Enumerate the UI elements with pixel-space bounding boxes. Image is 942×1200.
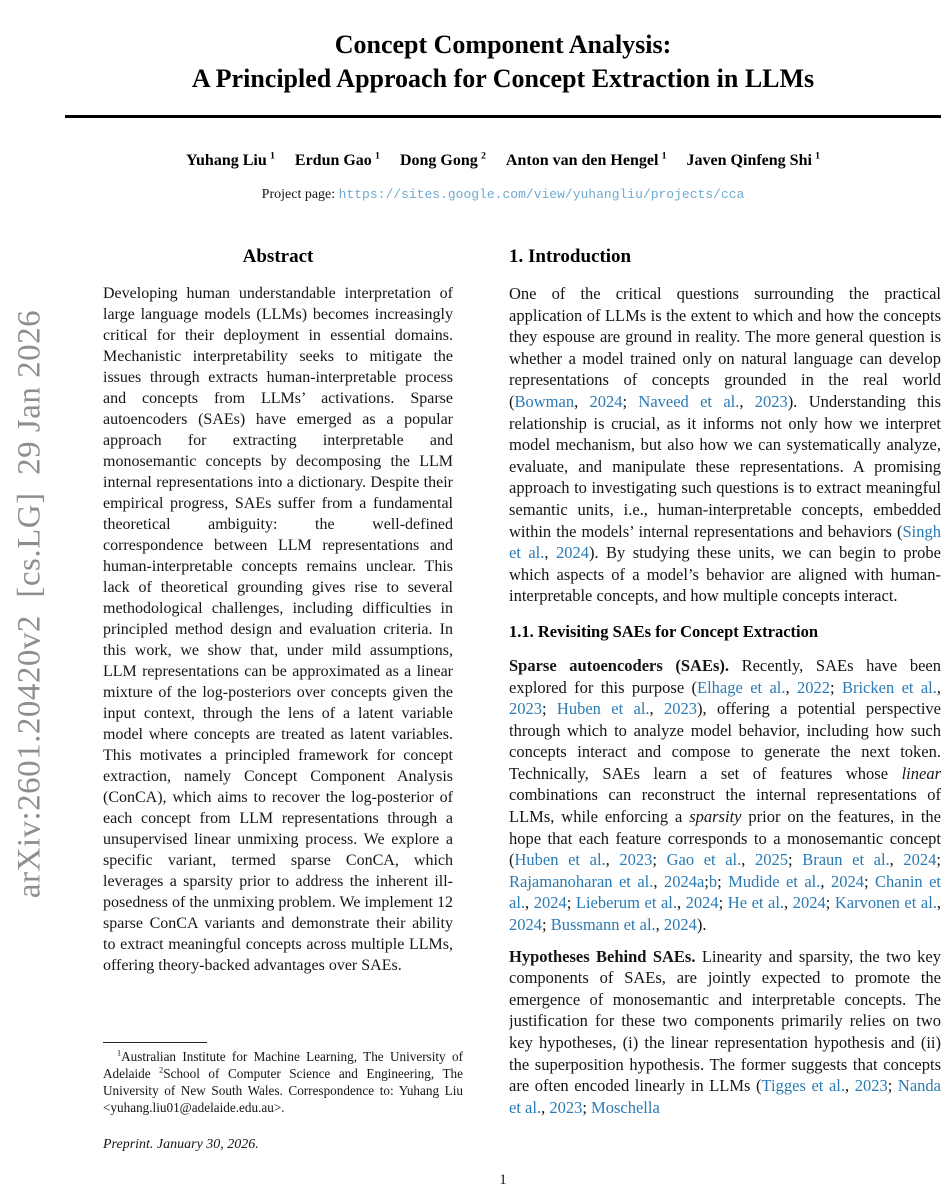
introduction-section (509, 246, 941, 1200)
text-run: ; (704, 871, 709, 891)
subsection-heading: 1.1. Revisiting SAEs for Concept Extraction (509, 621, 819, 641)
citation-link[interactable]: 2024 (555, 543, 589, 563)
text-run: Linearity and sparsity, the two key components of SAEs, are jointly expected to promote the emergence of monosemantic and interpretable concepts. The justification for these two components primarily relies on two key hypotheses, (i) the linear representation hypothesis and (ii) the superposition hypothesis. The former suggests that concepts are often encoded linearly in LLMs ( (509, 946, 941, 1096)
text-run: , (574, 391, 590, 411)
author (400, 152, 486, 169)
text-run: , (653, 871, 664, 891)
introduction-heading: 1. Introduction (509, 246, 632, 267)
text-run: , (820, 871, 831, 891)
text-run: ; (718, 893, 728, 913)
citation-link[interactable]: Moschella (591, 1097, 660, 1117)
text-run: , (845, 1076, 855, 1096)
author-affiliation-sup: 1 (375, 150, 380, 162)
text-run: ). By studying these units, we can begin to probe which aspects of a model’s behavior are aligned with human-interpretable concepts, and how multiple concepts interact. (509, 543, 941, 606)
text-run: ; (566, 893, 576, 913)
text-run: ; (936, 850, 941, 870)
citation-link[interactable]: Karvonen et al. (834, 893, 937, 913)
text-run: prior on the features, in the hope that each feature corresponds to a monosemantic concept ( (509, 807, 941, 870)
preprint-note: Preprint. January 30, 2026. (103, 1137, 259, 1152)
author (186, 152, 275, 169)
introduction-paragraph (509, 283, 941, 607)
citation-link[interactable]: 2024 (589, 391, 623, 411)
italic-term: sparsity (689, 807, 742, 827)
citation-link[interactable]: Elhage et al. (697, 677, 786, 697)
text-run: ; (863, 871, 875, 891)
text-run: , (741, 850, 755, 870)
authors-row (65, 152, 941, 170)
citation-link[interactable]: Mudide et al. (728, 871, 821, 891)
text-run: , (655, 915, 664, 935)
text-run: , (739, 391, 755, 411)
hypotheses-paragraph (509, 946, 941, 1119)
text-run: , (525, 893, 534, 913)
citation-link[interactable]: Gao et al. (666, 850, 742, 870)
citation-link[interactable]: 2023 (854, 1076, 888, 1096)
author-name: Anton van den Hengel (505, 152, 659, 169)
citation-link[interactable]: Braun et al. (802, 850, 890, 870)
citation-link[interactable]: Bowman (514, 391, 575, 411)
citation-link[interactable]: 2024 (830, 871, 864, 891)
author-affiliation-sup: 1 (269, 150, 275, 162)
citation-link[interactable]: He et al. (727, 893, 785, 913)
text-run: ; (542, 915, 551, 935)
citation-link[interactable]: Singh et al. (509, 521, 941, 563)
page-number: 1 (499, 1172, 507, 1188)
paper-title-line2: A Principled Approach for Concept Extraction in LLMs (191, 64, 815, 93)
text-run: Australian Institute for Machine Learning, The University of Adelaide (103, 1049, 463, 1081)
author (295, 152, 380, 169)
author-affiliation-sup: 1 (815, 150, 821, 162)
text-run: Recently, SAEs have been explored for this purpose ( (509, 655, 941, 697)
citation-link[interactable]: Rajamanoharan et al. (509, 871, 654, 891)
citation-link[interactable]: 2024 (509, 915, 542, 935)
project-page-label: Project page: (261, 187, 336, 202)
citation-link[interactable]: Lieberum et al. (575, 893, 677, 913)
citation-link[interactable]: 2024 (533, 893, 567, 913)
bold-lead-in: Sparse autoencoders (SAEs). (509, 655, 729, 675)
author-name: Erdun Gao (294, 152, 372, 169)
superscript-marker: 2 (159, 1065, 164, 1075)
text-run: , (544, 543, 556, 563)
citation-link[interactable]: Huben et al. (556, 699, 650, 719)
text-run: , (889, 850, 904, 870)
abstract-section (103, 246, 453, 1038)
text-run: combinations can reconstruct the internal representations of LLMs, while enforcing a (509, 785, 941, 827)
citation-link[interactable]: b (708, 871, 718, 891)
author-affiliation-sup: 1 (661, 150, 667, 162)
author (506, 152, 667, 169)
text-run: , (784, 893, 793, 913)
citation-link[interactable]: Chanin et al. (509, 871, 941, 913)
citation-link[interactable]: Huben et al. (514, 850, 606, 870)
abstract-heading: Abstract (242, 246, 314, 267)
author (687, 152, 821, 169)
author-affiliation-sup: 2 (480, 150, 486, 162)
text-run: , (785, 677, 798, 697)
text-run: , (605, 850, 620, 870)
citation-link[interactable]: 2023 (619, 850, 653, 870)
citation-link[interactable]: 2024 (792, 893, 826, 913)
citation-link[interactable]: 2025 (754, 850, 788, 870)
bold-lead-in: Hypotheses Behind SAEs. (509, 946, 696, 966)
text-run: One of the critical questions surrounding the practical application of LLMs is the extent to which and how the concepts they espouse are ground in reality. The more general question is whether a model trained only on natural language can develop representations of concepts grounded in the real world ( (509, 284, 941, 411)
author-name: Yuhang Liu (185, 152, 267, 169)
citation-link[interactable]: 2024 (903, 850, 937, 870)
project-page-link[interactable]: https://sites.google.com/view/yuhangliu/projects/cca (338, 187, 745, 202)
citation-link[interactable]: 2023 (754, 391, 788, 411)
citation-link[interactable]: 2024a (663, 871, 705, 891)
project-page-row (65, 187, 941, 203)
text-run: , (649, 699, 664, 719)
sae-paragraph (509, 655, 941, 936)
text-run: ), offering a potential perspective through which to analyze model behavior, including how such concepts interact and compose to generate the next token. Technically, SAEs learn a set of features whose (509, 699, 941, 783)
text-run: ; (825, 893, 835, 913)
text-run: ; (887, 1076, 898, 1096)
header-divider (65, 115, 941, 118)
citation-link[interactable]: 2023 (509, 699, 542, 719)
citation-link[interactable]: Bussmann et al. (550, 915, 656, 935)
text-run: , (541, 1097, 550, 1117)
footnote-block (103, 1042, 463, 1116)
abstract-body: Developing human understandable interpretation of large language models (LLMs) becomes increasingly critical for their deployment in essential domains. Mechanistic interpretability seeks to mitigate the issues through extracts human-interpretable process and concepts from LLMs’ activations. Sparse autoencoders (SAEs) have emerged as a popular approach for extracting interpretable and monosemantic concepts by decomposing the LLM internal representations into a dictionary. Despite their empirical progress, SAEs suffer from a fundamental theoretical ambiguity: the well-defined correspondence between LLM representations and human-interpretable concepts remains unclear. This lack of theoretical grounding gives rise to several methodological challenges, including difficulties in principled method design and evaluation criteria. In this work, we show that, under mild assumptions, LLM representations can be approximated as a linear mixture of the log-posteriors over concepts given the input context, through the lens of a latent variable model where concepts are treated as latent variables. This motivates a principled framework for concept extraction, namely Concept Component Analysis (ConCA), which aims to recover the log-posterior of each concept from LLM representations through a unsupervised linear unmixing process. We explore a specific variant, termed sparse ConCA, which leverages a sparsity prior to address the inherent ill-posedness of the unmixing problem. We implement 12 sparse ConCA variants and demonstrate their ability to extract meaningful concepts across multiple LLMs, offering theory-backed advantages over SAEs. (103, 285, 453, 974)
paper-title (65, 28, 941, 96)
citation-link[interactable]: Tigges et al. (761, 1076, 845, 1096)
citation-link[interactable]: 2023 (664, 699, 697, 719)
arxiv-id-banner: arXiv:2601.20420v2 [cs.LG] 29 Jan 2026 (11, 309, 48, 899)
citation-link[interactable]: Nanda et al. (509, 1076, 941, 1117)
text-run: , (936, 677, 941, 697)
text-run: ; (622, 391, 639, 411)
text-run: ; (787, 850, 803, 870)
citation-link[interactable]: 2024 (663, 915, 697, 935)
citation-link[interactable]: 2022 (797, 677, 831, 697)
citation-link[interactable]: 2024 (685, 893, 719, 913)
citation-link[interactable]: 2023 (549, 1097, 583, 1117)
text-run: School of Computer Science and Engineering, The University of New South Wales. Correspondence to: Yuhang Liu <yuhang.liu01@adelaide.edu.au>. (103, 1066, 463, 1115)
text-run: , (936, 893, 941, 913)
citation-link[interactable]: Bricken et al. (841, 677, 937, 697)
footnote-text (103, 1048, 463, 1116)
text-run: ; (652, 850, 667, 870)
superscript-marker: 1 (117, 1048, 122, 1058)
italic-term: linear (901, 763, 941, 783)
paper-title-line1: Concept Component Analysis: (334, 30, 672, 59)
author-name: Dong Gong (399, 152, 478, 169)
text-run: ). Understanding this relationship is crucial, as it informs not only how we interpret model mechanism, but also how we can systematically analyze, evaluate, and manipulate these representations. A promising approach to investigating such questions is to extract meaningful semantic units, i.e., human-interpretable concepts, embedded within the models’ internal representations and behaviors ( (509, 391, 941, 541)
footnote-divider (103, 1042, 207, 1043)
text-run: ; (582, 1097, 592, 1117)
author-name: Javen Qinfeng Shi (686, 152, 812, 169)
text-run: ; (542, 699, 557, 719)
text-run: ). (696, 915, 707, 935)
text-run: ; (830, 677, 842, 697)
text-run: , (677, 893, 686, 913)
citation-link[interactable]: Naveed et al. (638, 391, 740, 411)
text-run: ; (717, 871, 729, 891)
